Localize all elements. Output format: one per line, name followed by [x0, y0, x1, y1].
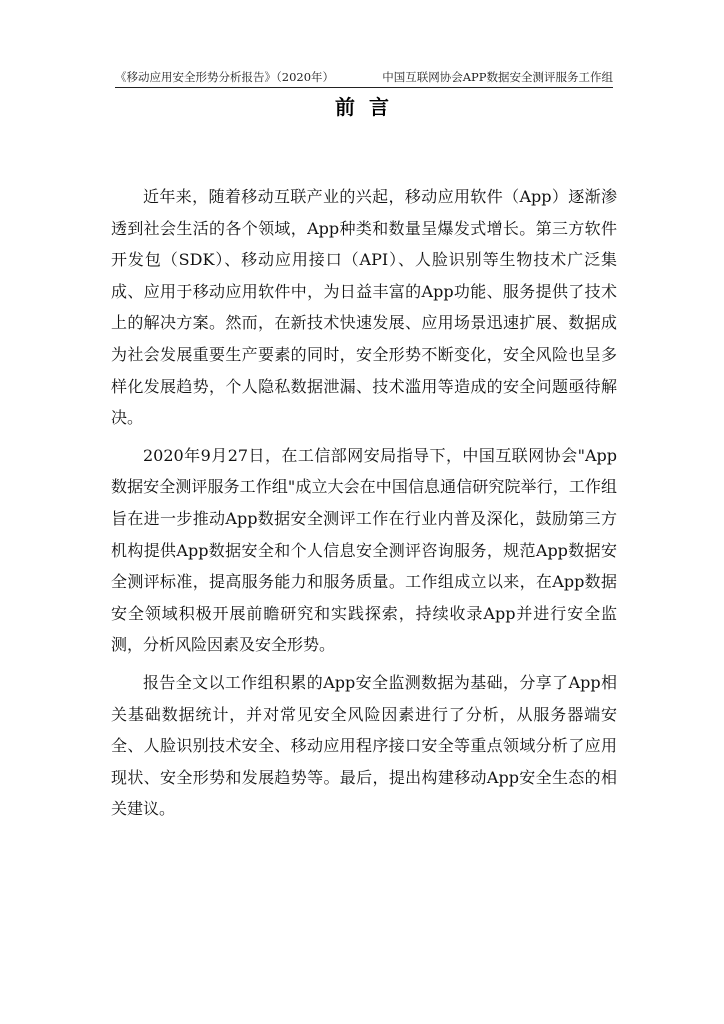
running-header	[115, 69, 613, 88]
paragraph-1: 近年来，随着移动互联产业的兴起，移动应用软件（App）逐渐渗透到社会生活的各个领域，App种类和数量呈爆发式增长。第三方软件开发包（SDK）、移动应用接口（API）、人脸识别等生物技术广泛集成、应用于移动应用软件中，为日益丰富的App功能、服务提供了技术上的解决方案。然而，在新技术快速发展、应用场景迅速扩展、数据成为社会发展重要生产要素的同时，安全形势不断变化，安全风险也呈多样化发展趋势，个人隐私数据泄漏、技术滥用等造成的安全问题亟待解决。	[111, 187, 617, 428]
header-report-title: 《移动应用安全形势分析报告》（2020年）	[115, 70, 335, 84]
header-organization: 中国互联网协会APP数据安全测评服务工作组	[382, 70, 613, 84]
page-title: 前言	[335, 95, 403, 119]
paragraph-3: 报告全文以工作组积累的App安全监测数据为基础，分享了App相关基础数据统计，并对常见安全风险因素进行了分析，从服务器端安全、人脸识别技术安全、移动应用程序接口安全等重点领域分析了应用现状、安全形势和发展趋势等。最后，提出构建移动App安全生态的相关建议。	[111, 672, 617, 819]
body-text	[111, 181, 617, 831]
paragraph-2: 2020年9月27日，在工信部网安局指导下，中国互联网协会"App数据安全测评服务工作组"成立大会在中国信息通信研究院举行，工作组旨在进一步推动App数据安全测评工作在行业内普及深化，鼓励第三方机构提供App数据安全和个人信息安全测评咨询服务，规范App数据安全测评标准，提高服务能力和服务质量。工作组成立以来，在App数据安全领域积极开展前瞻研究和实践探索，持续收录App并进行安全监测，分析风险因素及安全形势。	[111, 445, 617, 655]
